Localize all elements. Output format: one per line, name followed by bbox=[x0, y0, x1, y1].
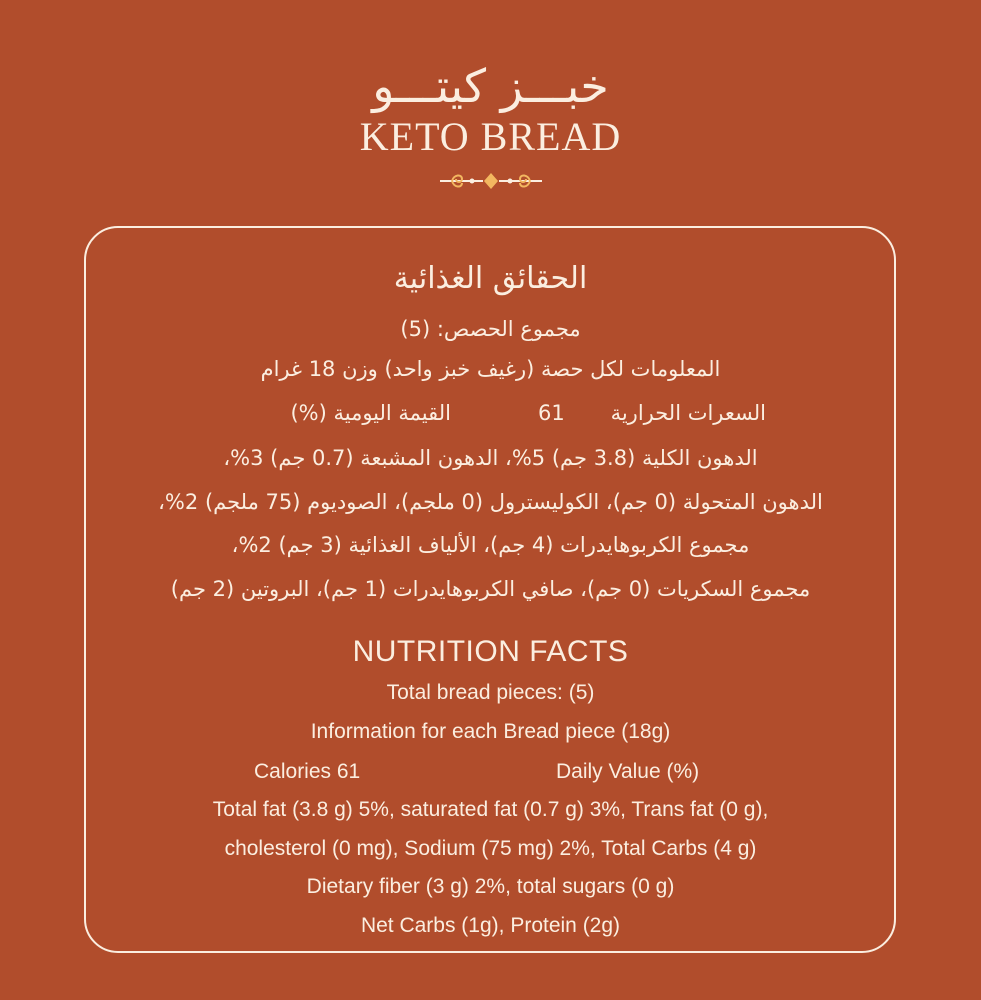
arabic-line-4: مجموع السكريات (0 جم)، صافي الكربوهايدرات (1 جم)، البروتين (2 جم) bbox=[170, 577, 811, 601]
english-line-2: cholesterol (0 mg), Sodium (75 mg) 2%, Total Carbs (4 g) bbox=[224, 837, 757, 860]
arabic-calories-label: السعرات الحرارية bbox=[610, 401, 766, 425]
arabic-line-2: الدهون المتحولة (0 جم)، الكوليسترول (0 ملجم)، الصوديوم (75 ملجم) 2%، bbox=[158, 490, 823, 514]
arabic-servings: مجموع الحصص: (5) bbox=[400, 317, 581, 341]
english-line-3: Dietary fiber (3 g) 2%, total sugars (0 g) bbox=[306, 875, 675, 898]
title-english: KETO BREAD bbox=[359, 114, 622, 159]
english-line-4: Net Carbs (1g), Protein (2g) bbox=[360, 914, 621, 937]
english-daily-value: Daily Value (%) bbox=[556, 760, 700, 783]
english-info: Information for each Bread piece (18g) bbox=[310, 720, 671, 743]
arabic-daily-value: القيمة اليومية (%) bbox=[290, 401, 451, 425]
title-arabic: خبـــز كيتـــو bbox=[372, 59, 609, 113]
arabic-calories-value: 61 bbox=[538, 401, 565, 425]
english-line-1: Total fat (3.8 g) 5%, saturated fat (0.7 g) 3%, Trans fat (0 g), bbox=[212, 798, 769, 821]
arabic-info: المعلومات لكل حصة (رغيف خبز واحد) وزن 18 غرام bbox=[260, 357, 721, 381]
arabic-line-3: مجموع الكربوهايدرات (4 جم)، الألياف الغذائية (3 جم) 2%، bbox=[231, 533, 750, 557]
english-calories: Calories 61 bbox=[254, 760, 361, 783]
decorative-flourish-icon bbox=[436, 166, 546, 196]
ornament-divider bbox=[0, 166, 981, 196]
english-servings: Total bread pieces: (5) bbox=[386, 681, 595, 704]
english-heading: NUTRITION FACTS bbox=[352, 635, 629, 668]
arabic-line-1: الدهون الكلية (3.8 جم) 5%، الدهون المشبعة (0.7 جم) 3%، bbox=[223, 446, 758, 470]
arabic-heading: الحقائق الغذائية bbox=[393, 261, 588, 296]
